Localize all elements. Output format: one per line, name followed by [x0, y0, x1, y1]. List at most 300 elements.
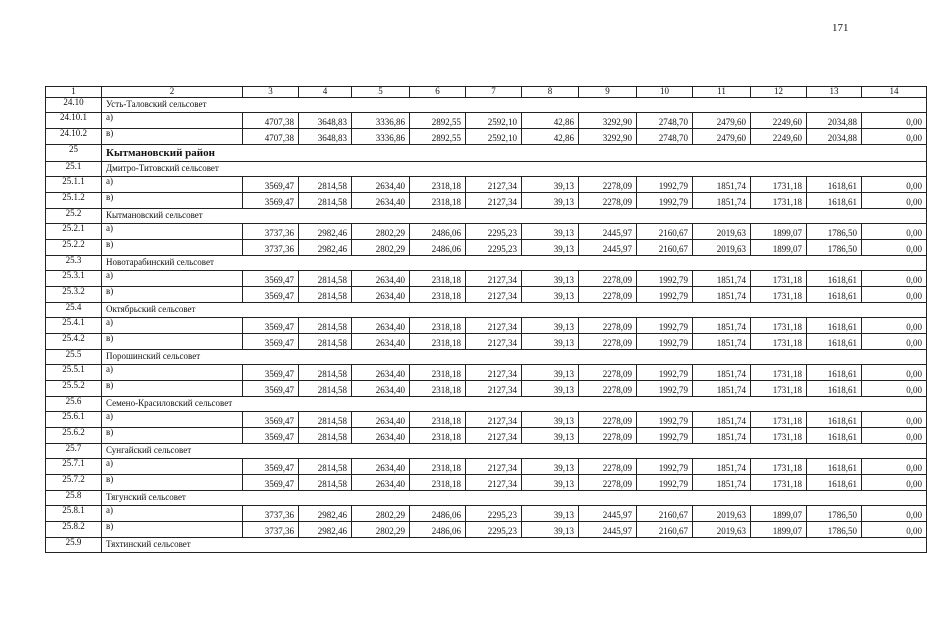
value-cell: 1992,79 — [637, 193, 693, 209]
value-cell: 3569,47 — [243, 412, 299, 428]
value-cell: 2318,18 — [410, 271, 466, 287]
table-row — [46, 193, 927, 209]
value-cell: 2278,09 — [579, 271, 637, 287]
section-name: Порошинский сельсовет — [102, 350, 927, 365]
value-cell: 2278,09 — [579, 475, 637, 491]
table-row — [46, 459, 927, 475]
value-cell: 0,00 — [862, 224, 927, 240]
section-code: 25.5 — [46, 350, 102, 365]
value-cell: 2127,34 — [466, 193, 522, 209]
value-cell: 1618,61 — [807, 459, 862, 475]
value-cell: 2278,09 — [579, 287, 637, 303]
value-cell: 2634,40 — [352, 412, 410, 428]
column-number: 6 — [410, 87, 466, 98]
value-cell: 0,00 — [862, 318, 927, 334]
row-label: а) — [102, 113, 243, 129]
section-row — [46, 538, 927, 553]
value-cell: 1618,61 — [807, 287, 862, 303]
value-cell: 1992,79 — [637, 177, 693, 193]
value-cell: 2445,97 — [579, 522, 637, 538]
value-cell: 1851,74 — [693, 381, 751, 397]
value-cell: 1851,74 — [693, 334, 751, 350]
row-label: а) — [102, 365, 243, 381]
value-cell: 2634,40 — [352, 177, 410, 193]
value-cell: 1618,61 — [807, 381, 862, 397]
value-cell: 2127,34 — [466, 475, 522, 491]
header-row — [46, 87, 927, 98]
value-cell: 3569,47 — [243, 381, 299, 397]
row-code: 25.2.2 — [46, 240, 102, 256]
value-cell: 1618,61 — [807, 193, 862, 209]
section-name: Дмитро-Титовский сельсовет — [102, 162, 927, 177]
value-cell: 2127,34 — [466, 287, 522, 303]
row-label: в) — [102, 522, 243, 538]
value-cell: 0,00 — [862, 287, 927, 303]
value-cell: 4707,38 — [243, 113, 299, 129]
section-name: Тяхтинский сельсовет — [102, 538, 927, 553]
value-cell: 3737,36 — [243, 240, 299, 256]
value-cell: 39,13 — [522, 365, 579, 381]
section-code: 25.6 — [46, 397, 102, 412]
value-cell: 1731,18 — [751, 193, 807, 209]
section-code: 25.9 — [46, 538, 102, 553]
value-cell: 1992,79 — [637, 318, 693, 334]
value-cell: 1731,18 — [751, 459, 807, 475]
value-cell: 1851,74 — [693, 177, 751, 193]
row-code: 25.2.1 — [46, 224, 102, 240]
value-cell: 0,00 — [862, 475, 927, 491]
value-cell: 2249,60 — [751, 129, 807, 145]
value-cell: 2318,18 — [410, 475, 466, 491]
row-code: 25.8.1 — [46, 506, 102, 522]
row-code: 25.7.2 — [46, 475, 102, 491]
value-cell: 2318,18 — [410, 365, 466, 381]
value-cell: 2318,18 — [410, 412, 466, 428]
value-cell: 0,00 — [862, 193, 927, 209]
value-cell: 3569,47 — [243, 428, 299, 444]
section-name: Кытмановский сельсовет — [102, 209, 927, 224]
section-code: 25.8 — [46, 491, 102, 506]
value-cell: 39,13 — [522, 428, 579, 444]
column-number: 9 — [579, 87, 637, 98]
value-cell: 2278,09 — [579, 334, 637, 350]
section-name: Тягунский сельсовет — [102, 491, 927, 506]
value-cell: 2802,29 — [352, 240, 410, 256]
value-cell: 1731,18 — [751, 318, 807, 334]
column-number: 3 — [243, 87, 299, 98]
value-cell: 1851,74 — [693, 459, 751, 475]
value-cell: 39,13 — [522, 287, 579, 303]
value-cell: 1992,79 — [637, 459, 693, 475]
value-cell: 2814,58 — [299, 318, 352, 334]
value-cell: 2814,58 — [299, 381, 352, 397]
value-cell: 2318,18 — [410, 177, 466, 193]
value-cell: 2034,88 — [807, 129, 862, 145]
value-cell: 0,00 — [862, 271, 927, 287]
value-cell: 2634,40 — [352, 475, 410, 491]
value-cell: 2892,55 — [410, 129, 466, 145]
section-row — [46, 303, 927, 318]
value-cell: 2802,29 — [352, 224, 410, 240]
table-row — [46, 177, 927, 193]
value-cell: 2127,34 — [466, 428, 522, 444]
value-cell: 2249,60 — [751, 113, 807, 129]
value-cell: 2634,40 — [352, 334, 410, 350]
value-cell: 2127,34 — [466, 318, 522, 334]
row-code: 24.10.1 — [46, 113, 102, 129]
value-cell: 2295,23 — [466, 522, 522, 538]
table-row — [46, 318, 927, 334]
section-row — [46, 256, 927, 271]
table-row — [46, 129, 927, 145]
value-cell: 1731,18 — [751, 381, 807, 397]
section-row — [46, 491, 927, 506]
value-cell: 3569,47 — [243, 177, 299, 193]
value-cell: 2486,06 — [410, 224, 466, 240]
value-cell: 1851,74 — [693, 318, 751, 334]
row-code: 25.1.1 — [46, 177, 102, 193]
value-cell: 2634,40 — [352, 428, 410, 444]
section-row — [46, 209, 927, 224]
value-cell: 1731,18 — [751, 365, 807, 381]
value-cell: 39,13 — [522, 412, 579, 428]
column-number: 2 — [102, 87, 243, 98]
value-cell: 0,00 — [862, 129, 927, 145]
value-cell: 39,13 — [522, 381, 579, 397]
value-cell: 1618,61 — [807, 412, 862, 428]
value-cell: 1899,07 — [751, 506, 807, 522]
value-cell: 2748,70 — [637, 129, 693, 145]
page-number: 171 — [832, 22, 849, 34]
value-cell: 39,13 — [522, 459, 579, 475]
value-cell: 1992,79 — [637, 365, 693, 381]
section-code: 25.2 — [46, 209, 102, 224]
table-row — [46, 334, 927, 350]
table-row — [46, 522, 927, 538]
section-row — [46, 162, 927, 177]
value-cell: 0,00 — [862, 412, 927, 428]
value-cell: 2814,58 — [299, 287, 352, 303]
row-label: в) — [102, 129, 243, 145]
value-cell: 3336,86 — [352, 113, 410, 129]
section-name: Семено-Красиловский сельсовет — [102, 397, 927, 412]
value-cell: 2445,97 — [579, 240, 637, 256]
row-code: 25.5.1 — [46, 365, 102, 381]
value-cell: 2445,97 — [579, 506, 637, 522]
value-cell: 2634,40 — [352, 193, 410, 209]
table-row — [46, 113, 927, 129]
value-cell: 1618,61 — [807, 334, 862, 350]
value-cell: 39,13 — [522, 193, 579, 209]
row-label: в) — [102, 334, 243, 350]
row-code: 25.6.1 — [46, 412, 102, 428]
value-cell: 2748,70 — [637, 113, 693, 129]
table-row — [46, 428, 927, 444]
row-code: 25.5.2 — [46, 381, 102, 397]
value-cell: 2814,58 — [299, 271, 352, 287]
value-cell: 3569,47 — [243, 475, 299, 491]
row-code: 25.6.2 — [46, 428, 102, 444]
row-label: в) — [102, 475, 243, 491]
value-cell: 2318,18 — [410, 459, 466, 475]
value-cell: 2486,06 — [410, 522, 466, 538]
value-cell: 1731,18 — [751, 334, 807, 350]
value-cell: 2127,34 — [466, 271, 522, 287]
row-code: 25.3.1 — [46, 271, 102, 287]
table-row — [46, 506, 927, 522]
section-code: 25.7 — [46, 444, 102, 459]
row-label: в) — [102, 287, 243, 303]
value-cell: 1786,50 — [807, 506, 862, 522]
column-number: 7 — [466, 87, 522, 98]
value-cell: 1992,79 — [637, 428, 693, 444]
value-cell: 3292,90 — [579, 113, 637, 129]
value-cell: 2814,58 — [299, 412, 352, 428]
value-cell: 0,00 — [862, 113, 927, 129]
value-cell: 2318,18 — [410, 334, 466, 350]
value-cell: 1618,61 — [807, 318, 862, 334]
table-row — [46, 412, 927, 428]
row-label: а) — [102, 459, 243, 475]
value-cell: 1992,79 — [637, 381, 693, 397]
value-cell: 1851,74 — [693, 193, 751, 209]
value-cell: 0,00 — [862, 459, 927, 475]
value-cell: 39,13 — [522, 475, 579, 491]
value-cell: 0,00 — [862, 334, 927, 350]
value-cell: 4707,38 — [243, 129, 299, 145]
value-cell: 2318,18 — [410, 381, 466, 397]
value-cell: 1851,74 — [693, 475, 751, 491]
value-cell: 2295,23 — [466, 240, 522, 256]
value-cell: 2634,40 — [352, 365, 410, 381]
value-cell: 2019,63 — [693, 506, 751, 522]
value-cell: 2295,23 — [466, 506, 522, 522]
value-cell: 2634,40 — [352, 287, 410, 303]
value-cell: 2592,10 — [466, 129, 522, 145]
value-cell: 1851,74 — [693, 365, 751, 381]
value-cell: 0,00 — [862, 428, 927, 444]
value-cell: 3292,90 — [579, 129, 637, 145]
value-cell: 39,13 — [522, 224, 579, 240]
section-row — [46, 444, 927, 459]
value-cell: 0,00 — [862, 381, 927, 397]
value-cell: 2892,55 — [410, 113, 466, 129]
value-cell: 39,13 — [522, 522, 579, 538]
value-cell: 2160,67 — [637, 506, 693, 522]
value-cell: 2160,67 — [637, 224, 693, 240]
value-cell: 2295,23 — [466, 224, 522, 240]
value-cell: 3737,36 — [243, 522, 299, 538]
row-code: 25.1.2 — [46, 193, 102, 209]
column-number: 11 — [693, 87, 751, 98]
value-cell: 2445,97 — [579, 224, 637, 240]
value-cell: 0,00 — [862, 506, 927, 522]
value-cell: 39,13 — [522, 334, 579, 350]
value-cell: 3737,36 — [243, 224, 299, 240]
value-cell: 1731,18 — [751, 177, 807, 193]
value-cell: 2592,10 — [466, 113, 522, 129]
value-cell: 2814,58 — [299, 193, 352, 209]
row-code: 25.4.1 — [46, 318, 102, 334]
section-row — [46, 397, 927, 412]
value-cell: 0,00 — [862, 240, 927, 256]
value-cell: 2019,63 — [693, 240, 751, 256]
value-cell: 3569,47 — [243, 459, 299, 475]
value-cell: 2982,46 — [299, 224, 352, 240]
value-cell: 1731,18 — [751, 475, 807, 491]
value-cell: 2019,63 — [693, 522, 751, 538]
row-label: в) — [102, 381, 243, 397]
value-cell: 3336,86 — [352, 129, 410, 145]
value-cell: 2127,34 — [466, 381, 522, 397]
row-label: а) — [102, 224, 243, 240]
value-cell: 3569,47 — [243, 287, 299, 303]
value-cell: 2160,67 — [637, 522, 693, 538]
value-cell: 1731,18 — [751, 412, 807, 428]
table-row — [46, 365, 927, 381]
value-cell: 0,00 — [862, 177, 927, 193]
value-cell: 2127,34 — [466, 177, 522, 193]
value-cell: 2318,18 — [410, 193, 466, 209]
value-cell: 2479,60 — [693, 113, 751, 129]
value-cell: 2127,34 — [466, 365, 522, 381]
row-label: а) — [102, 318, 243, 334]
value-cell: 2802,29 — [352, 522, 410, 538]
value-cell: 2486,06 — [410, 240, 466, 256]
table-row — [46, 475, 927, 491]
value-cell: 2127,34 — [466, 459, 522, 475]
table-row — [46, 240, 927, 256]
value-cell: 2814,58 — [299, 475, 352, 491]
row-label: а) — [102, 271, 243, 287]
value-cell: 2982,46 — [299, 506, 352, 522]
value-cell: 2479,60 — [693, 129, 751, 145]
section-row — [46, 98, 927, 113]
section-code: 25 — [46, 145, 102, 162]
section-name: Усть-Таловский сельсовет — [102, 98, 927, 113]
row-code: 25.3.2 — [46, 287, 102, 303]
value-cell: 1731,18 — [751, 287, 807, 303]
value-cell: 3648,83 — [299, 129, 352, 145]
section-name: Новотарабинский сельсовет — [102, 256, 927, 271]
value-cell: 2814,58 — [299, 365, 352, 381]
row-label: в) — [102, 193, 243, 209]
section-name: Кытмановский район — [102, 145, 927, 162]
value-cell: 2634,40 — [352, 459, 410, 475]
value-cell: 2278,09 — [579, 177, 637, 193]
value-cell: 2278,09 — [579, 381, 637, 397]
value-cell: 0,00 — [862, 365, 927, 381]
value-cell: 1992,79 — [637, 287, 693, 303]
value-cell: 2278,09 — [579, 412, 637, 428]
value-cell: 42,86 — [522, 129, 579, 145]
value-cell: 1786,50 — [807, 224, 862, 240]
value-cell: 3569,47 — [243, 193, 299, 209]
value-cell: 1786,50 — [807, 522, 862, 538]
column-number: 5 — [352, 87, 410, 98]
column-number: 12 — [751, 87, 807, 98]
row-label: в) — [102, 428, 243, 444]
column-number: 14 — [862, 87, 927, 98]
value-cell: 3648,83 — [299, 113, 352, 129]
value-cell: 2278,09 — [579, 193, 637, 209]
value-cell: 2982,46 — [299, 522, 352, 538]
value-cell: 39,13 — [522, 240, 579, 256]
value-cell: 3737,36 — [243, 506, 299, 522]
value-cell: 1618,61 — [807, 177, 862, 193]
value-cell: 3569,47 — [243, 318, 299, 334]
section-code: 25.1 — [46, 162, 102, 177]
row-label: а) — [102, 412, 243, 428]
row-code: 24.10.2 — [46, 129, 102, 145]
value-cell: 2127,34 — [466, 334, 522, 350]
value-cell: 1786,50 — [807, 240, 862, 256]
value-cell: 1851,74 — [693, 271, 751, 287]
value-cell: 2318,18 — [410, 428, 466, 444]
value-cell: 2814,58 — [299, 334, 352, 350]
value-cell: 2127,34 — [466, 412, 522, 428]
value-cell: 1618,61 — [807, 475, 862, 491]
value-cell: 3569,47 — [243, 365, 299, 381]
value-cell: 1899,07 — [751, 240, 807, 256]
value-cell: 1992,79 — [637, 271, 693, 287]
value-cell: 1618,61 — [807, 428, 862, 444]
value-cell: 1618,61 — [807, 271, 862, 287]
row-code: 25.7.1 — [46, 459, 102, 475]
value-cell: 2318,18 — [410, 318, 466, 334]
value-cell: 39,13 — [522, 318, 579, 334]
value-cell: 1899,07 — [751, 522, 807, 538]
value-cell: 2982,46 — [299, 240, 352, 256]
value-cell: 39,13 — [522, 177, 579, 193]
value-cell: 2802,29 — [352, 506, 410, 522]
column-number: 4 — [299, 87, 352, 98]
value-cell: 1731,18 — [751, 271, 807, 287]
value-cell: 2634,40 — [352, 271, 410, 287]
value-cell: 2814,58 — [299, 428, 352, 444]
tariff-table — [45, 86, 927, 553]
section-row — [46, 350, 927, 365]
value-cell: 2814,58 — [299, 177, 352, 193]
value-cell: 1899,07 — [751, 224, 807, 240]
value-cell: 39,13 — [522, 506, 579, 522]
value-cell: 2634,40 — [352, 318, 410, 334]
value-cell: 2019,63 — [693, 224, 751, 240]
value-cell: 1731,18 — [751, 428, 807, 444]
table-row — [46, 381, 927, 397]
value-cell: 2034,88 — [807, 113, 862, 129]
row-label: в) — [102, 240, 243, 256]
table-row — [46, 224, 927, 240]
value-cell: 2278,09 — [579, 459, 637, 475]
value-cell: 2160,67 — [637, 240, 693, 256]
column-number: 13 — [807, 87, 862, 98]
table-row — [46, 271, 927, 287]
value-cell: 1618,61 — [807, 365, 862, 381]
value-cell: 2486,06 — [410, 506, 466, 522]
value-cell: 1992,79 — [637, 334, 693, 350]
row-label: а) — [102, 506, 243, 522]
value-cell: 2814,58 — [299, 459, 352, 475]
value-cell: 0,00 — [862, 522, 927, 538]
value-cell: 3569,47 — [243, 271, 299, 287]
section-name: Сунгайский сельсовет — [102, 444, 927, 459]
value-cell: 2278,09 — [579, 318, 637, 334]
value-cell: 1992,79 — [637, 475, 693, 491]
section-code: 24.10 — [46, 98, 102, 113]
value-cell: 3569,47 — [243, 334, 299, 350]
value-cell: 1851,74 — [693, 428, 751, 444]
